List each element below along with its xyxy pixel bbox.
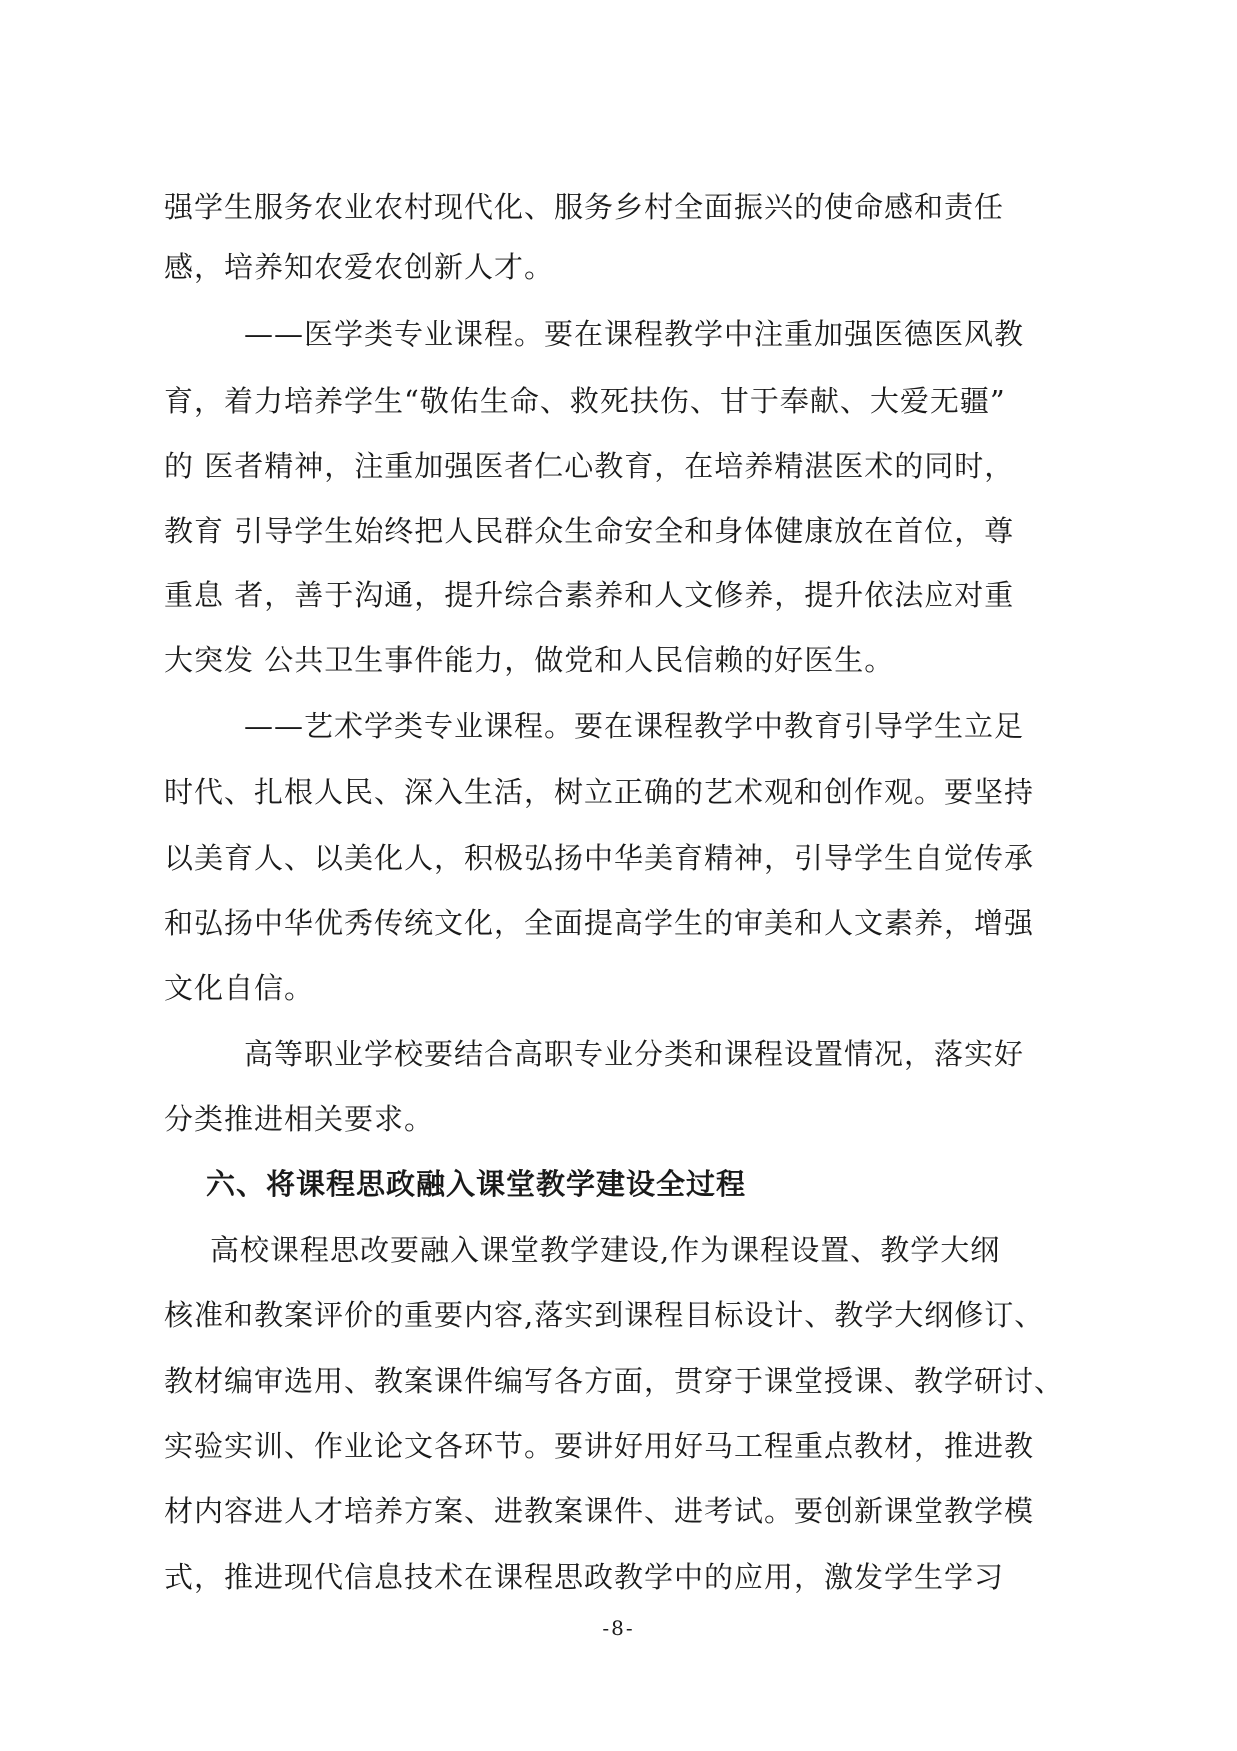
text-line: 感，培养知农爱农创新人才。 — [164, 250, 555, 284]
text-line: 分类推进相关要求。 — [164, 1102, 435, 1136]
text-line: 文化自信。 — [164, 971, 315, 1005]
text-line: 核准和教案评价的重要内容,落实到课程目标设计、教学大纲修订、 — [164, 1298, 1045, 1332]
text-line: 实验实训、作业论文各环节。要讲好用好马工程重点教材，推进教 — [164, 1429, 1035, 1463]
text-line: 教育 引导学生始终把人民群众生命安全和身体健康放在首位，尊 — [164, 514, 1015, 548]
text-line: 材内容进人才培养方案、进教案课件、进考试。要创新课堂教学模 — [164, 1494, 1035, 1528]
text-line: 教材编审选用、教案课件编写各方面，贯穿于课堂授课、教学研讨、 — [164, 1364, 1065, 1398]
text-line: 高校课程思改要融入课堂教学建设,作为课程设置、教学大纲 — [210, 1233, 1001, 1267]
text-line: 式，推进现代信息技术在课程思政教学中的应用，激发学生学习 — [164, 1560, 1005, 1594]
text-line: 强学生服务农业农村现代化、服务乡村全面振兴的使命感和责任 — [164, 190, 1005, 224]
text-line: 以美育人、以美化人，积极弘扬中华美育精神，引导学生自觉传承 — [164, 841, 1035, 875]
text-line: 大突发 公共卫生事件能力，做党和人民信赖的好医生。 — [164, 643, 895, 677]
text-line: 育，着力培养学生“敬佑生命、救死扶伤、甘于奉献、大爱无疆” — [164, 384, 1006, 418]
text-line: ——医学类专业课程。要在课程教学中注重加强医德医风教 — [244, 317, 1025, 351]
text-line: 重息 者，善于沟通，提升综合素养和人文修养，提升依法应对重 — [164, 578, 1015, 612]
text-line: 和弘扬中华优秀传统文化，全面提高学生的审美和人文素养，增强 — [164, 906, 1035, 940]
page-number: -8- — [602, 1616, 635, 1640]
text-line: 的 医者精神，注重加强医者仁心教育，在培养精湛医术的同时， — [164, 449, 1015, 483]
text-line: 时代、扎根人民、深入生活，树立正确的艺术观和创作观。要坚持 — [164, 775, 1035, 809]
section-heading: 六、将课程思政融入课堂教学建设全过程 — [206, 1167, 747, 1201]
text-line: 高等职业学校要结合高职专业分类和课程设置情况，落实好 — [244, 1037, 1025, 1071]
text-line: ——艺术学类专业课程。要在课程教学中教育引导学生立足 — [244, 709, 1025, 743]
